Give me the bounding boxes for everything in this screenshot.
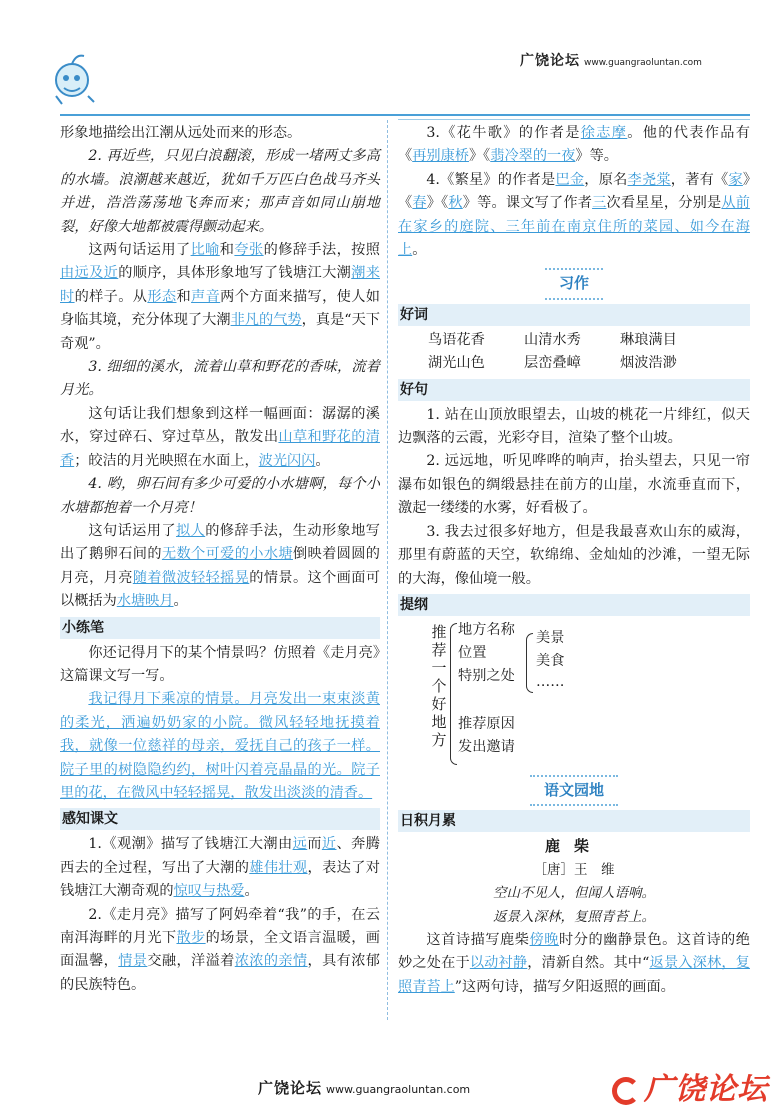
header-rule-thin [398, 119, 750, 120]
answer-blank: 声音 [191, 288, 221, 305]
section-heading-daily: 日积月累 [398, 810, 750, 832]
answer-blank: 从前在家乡的庭院、三年前在南京住所的菜园、如今在海上 [398, 195, 750, 259]
answer-blank: 远 [292, 836, 308, 853]
right-column [398, 122, 750, 999]
answer-blank: 拟人 [175, 522, 206, 539]
header-site-name: 广饶论坛 [520, 53, 580, 69]
text: 4.《繁星》的作者是 [426, 171, 556, 188]
answer-blank: 返景入深林，复照青苔上 [398, 955, 750, 995]
footer-site [258, 1077, 470, 1098]
text: ，具有浓郁的民族特色。 [60, 953, 380, 993]
answer-blank: 山草和野花的清香 [60, 429, 380, 469]
title-writing [398, 268, 750, 299]
text: 。 [412, 242, 427, 259]
text: 和 [176, 288, 192, 305]
text: 。他的代表作品有《 [398, 125, 750, 165]
text: 2.《走月亮》描写了阿妈牵着“我”的手，在云南洱海畔的月光下 [60, 906, 380, 946]
word: 湖光山色 [428, 355, 485, 372]
answer-blank: 夸张 [234, 242, 264, 259]
answer-blank: 傍晚 [529, 931, 559, 948]
header-site-url: www.guangraoluntan.com [584, 58, 702, 68]
answer-blank: 雄伟壮观 [249, 859, 308, 876]
answer-blank: 惊叹与热爱 [173, 883, 245, 900]
outline-item: 特别之处 [458, 667, 515, 684]
answer-blank: 翡冷翠的一夜 [490, 148, 576, 165]
text: 倒映着圆圆的月亮，月亮 [60, 546, 380, 586]
text: 时分的幽静景色。这首诗的绝妙之处在于 [398, 931, 750, 972]
section-heading-sentences: 好句 [398, 379, 750, 401]
answer-blank: 情景 [118, 953, 148, 970]
text: ，原名 [584, 171, 628, 188]
outline-bracket [450, 623, 457, 765]
outline-item: 位置 [458, 644, 487, 661]
answer-blank: 非凡的气势 [230, 312, 302, 329]
title-garden [398, 775, 750, 806]
text: 的修辞手法，按照 [263, 242, 380, 259]
text: 》《 [468, 148, 491, 165]
section-heading-practice: 小练笔 [60, 617, 380, 639]
word: 鸟语花香 [428, 331, 485, 348]
answer-blank: 三 [592, 195, 607, 212]
outline-diagram [398, 619, 750, 769]
answer-blank: 潮来时 [60, 265, 380, 305]
answer-blank: 以动衬静 [469, 955, 528, 972]
sentence-3: 3. 我去过很多好地方，但是我最喜欢山东的威海，那里有蔚蓝的天空，软绵绵、金灿灿的沙滩，一望无际的大海，像仙境一般。 [398, 523, 750, 587]
footer-logo-text: 广饶论坛 [644, 1072, 768, 1107]
left-column [60, 122, 380, 997]
column-divider [387, 120, 388, 1020]
answer-blank: 由远及近 [60, 265, 119, 282]
text: 》等。课文写了作者 [462, 195, 593, 212]
text: 的场景，全文语言温暖，画面温馨， [60, 930, 380, 970]
answer-blank: 家 [728, 171, 743, 188]
answer-blank: 浓浓的亲情 [234, 953, 308, 970]
text: 》等。 [575, 148, 618, 165]
outline-sub-item: 美景 [536, 629, 565, 646]
text: ，清新自然。其中“ [527, 955, 650, 972]
answer-blank: 巴金 [555, 171, 585, 188]
answer-blank: 无数个可爱的小水塘 [161, 546, 293, 563]
answer-blank: 春 [412, 195, 427, 212]
text: 次看星星，分别是 [606, 195, 722, 212]
answer-blank: 随着微波轻轻摇晃 [132, 569, 250, 586]
outline-sub-item: 美食 [536, 652, 565, 669]
text: 这两句话运用了 [88, 242, 191, 259]
section-heading-feel: 感知课文 [60, 808, 380, 830]
outline-item: 推荐原因 [458, 715, 515, 732]
poem-title: 鹿柴 [544, 837, 603, 856]
word: 琳琅满目 [620, 331, 677, 348]
answer-4 [60, 520, 380, 614]
feel-answer-2 [60, 904, 380, 998]
outline-sub-item: …… [536, 673, 565, 690]
poem-analysis [398, 929, 750, 999]
answer-r4 [398, 169, 750, 263]
text: ；皎洁的月光映照在水面上， [74, 452, 259, 469]
answer-blank: 水塘映月 [116, 593, 174, 610]
text: 。 [315, 452, 330, 469]
title-garden-text: 语文园地 [530, 775, 618, 806]
text: ，表达了对钱塘江大潮奇观的 [60, 859, 380, 900]
answer-blank: 李尧棠 [627, 171, 671, 188]
header-site [520, 50, 702, 70]
text: 。 [173, 593, 188, 610]
section-heading-outline: 提纲 [398, 594, 750, 616]
footer-site-url: www.guangraoluntan.com [326, 1083, 471, 1096]
answer-blank: 徐志摩 [580, 125, 628, 141]
text: 两个方面来描写，使人如身临其境，充分体现了大潮 [60, 288, 380, 329]
sentence-1: 1. 站在山顶放眼望去，山坡的桃花一片绯红，似天边飘落的云霞，光彩夺目，渲染了整个山坡。 [398, 406, 750, 447]
outline-item: 地方名称 [458, 621, 515, 638]
outline-root: 推荐一个好地方 [431, 622, 447, 749]
answer-2 [60, 239, 380, 356]
practice-answer: 我记得月下乘凉的情景。月亮发出一束束淡黄的柔光，洒遍奶奶家的小院。微风轻轻地抚摸着我，就像一位慈祥的母亲，爱抚自己的孩子一样。院子里的树隐隐约约，树叶闪着亮晶晶的光。院子里的花，在微风中轻轻摇晃，散发出淡淡的清香。 [60, 691, 380, 801]
poem-line-2: 返景入深林，复照青苔上。 [493, 908, 655, 925]
word: 烟波浩渺 [620, 355, 677, 372]
text: 的修辞手法，生动形象地写出了鹅卵石间的 [60, 522, 380, 563]
text: 1.《观潮》描写了钱塘江大潮由 [88, 836, 293, 853]
text: 》《 [426, 195, 449, 212]
text: 这句话让我们想象到这样一幅画面：潺潺的溪水，穿过碎石、穿过草丛，散发出 [60, 405, 380, 446]
words-row-1 [398, 329, 750, 352]
text: 而 [307, 836, 322, 853]
answer-blank: 近 [321, 836, 337, 853]
quote-3: 3. 细细的溪水，流着山草和野花的香味，流着月光。 [60, 359, 380, 399]
text: 3.《花牛歌》的作者是 [426, 125, 581, 141]
answer-blank: 散步 [176, 930, 206, 946]
text: 的情景。这个画面可以概括为 [60, 569, 380, 610]
text: 和 [219, 242, 235, 259]
footer-site-name: 广饶论坛 [258, 1079, 323, 1097]
practice-question: 你还记得月下的某个情景吗？仿照着《走月亮》这篇课文写一写。 [60, 644, 380, 684]
logo-g-icon [612, 1077, 640, 1105]
feel-answer-1 [60, 833, 380, 903]
answer-blank: 再别康桥 [412, 148, 469, 165]
quote-4: 4. 哟，卵石间有多少可爱的小水塘啊，每个小水塘都抱着一个月亮！ [60, 476, 380, 516]
word: 山清水秀 [524, 331, 581, 348]
answer-blank: 秋 [448, 195, 463, 212]
word: 层峦叠嶂 [524, 355, 581, 372]
answer-3 [60, 403, 380, 473]
text: 》《 [398, 171, 750, 212]
outline-item: 发出邀请 [458, 738, 515, 755]
text: 的样子。从 [74, 288, 148, 305]
text: 交融，洋溢着 [147, 953, 235, 970]
answer-r3 [398, 122, 750, 169]
text: ，著有《 [670, 171, 729, 188]
header-rule [60, 114, 750, 116]
text: 这句话运用了 [88, 522, 176, 539]
text: 这首诗描写鹿柴 [426, 931, 530, 948]
text: ，真是“天下奇观”。 [60, 312, 380, 352]
answer-blank: 波光闪闪 [258, 452, 316, 469]
section-heading-words: 好词 [398, 304, 750, 326]
answer-blank: 形态 [147, 288, 177, 305]
cartoon-logo-icon [48, 50, 100, 108]
words-row-2 [398, 352, 750, 375]
paragraph: 形象地描绘出江潮从远处而来的形态。 [60, 125, 302, 141]
text: 的顺序，具体形象地写了钱塘江大潮 [118, 265, 352, 282]
outline-sub-bracket [526, 633, 533, 693]
quote-2: 2. 再近些，只见白浪翻滚，形成一堵两丈多高的水墙。浪潮越来越近，犹如千万匹白色战马齐头并进，浩浩荡荡地飞奔而来；那声音如同山崩地裂，好像大地都被震得颤动起来。 [60, 148, 380, 235]
poem-line-1: 空山不见人，但闻人语响。 [493, 885, 655, 902]
footer-logo [612, 1064, 768, 1108]
answer-blank: 比喻 [190, 242, 220, 259]
text: 。 [244, 883, 259, 900]
text: 、奔腾西去的全过程，写出了大潮的 [60, 836, 380, 876]
sentence-2: 2. 远远地，听见哗哗的响声，抬头望去，只见一帘瀑布如银色的绸缎悬挂在前方的山崖，水流垂直而下，激起一缕缕的水雾，好看极了。 [398, 453, 750, 517]
title-writing-text: 习作 [545, 268, 603, 299]
poem-author: ［唐］王 维 [533, 861, 615, 878]
text: ”这两句诗，描写夕阳返照的画面。 [454, 978, 675, 995]
